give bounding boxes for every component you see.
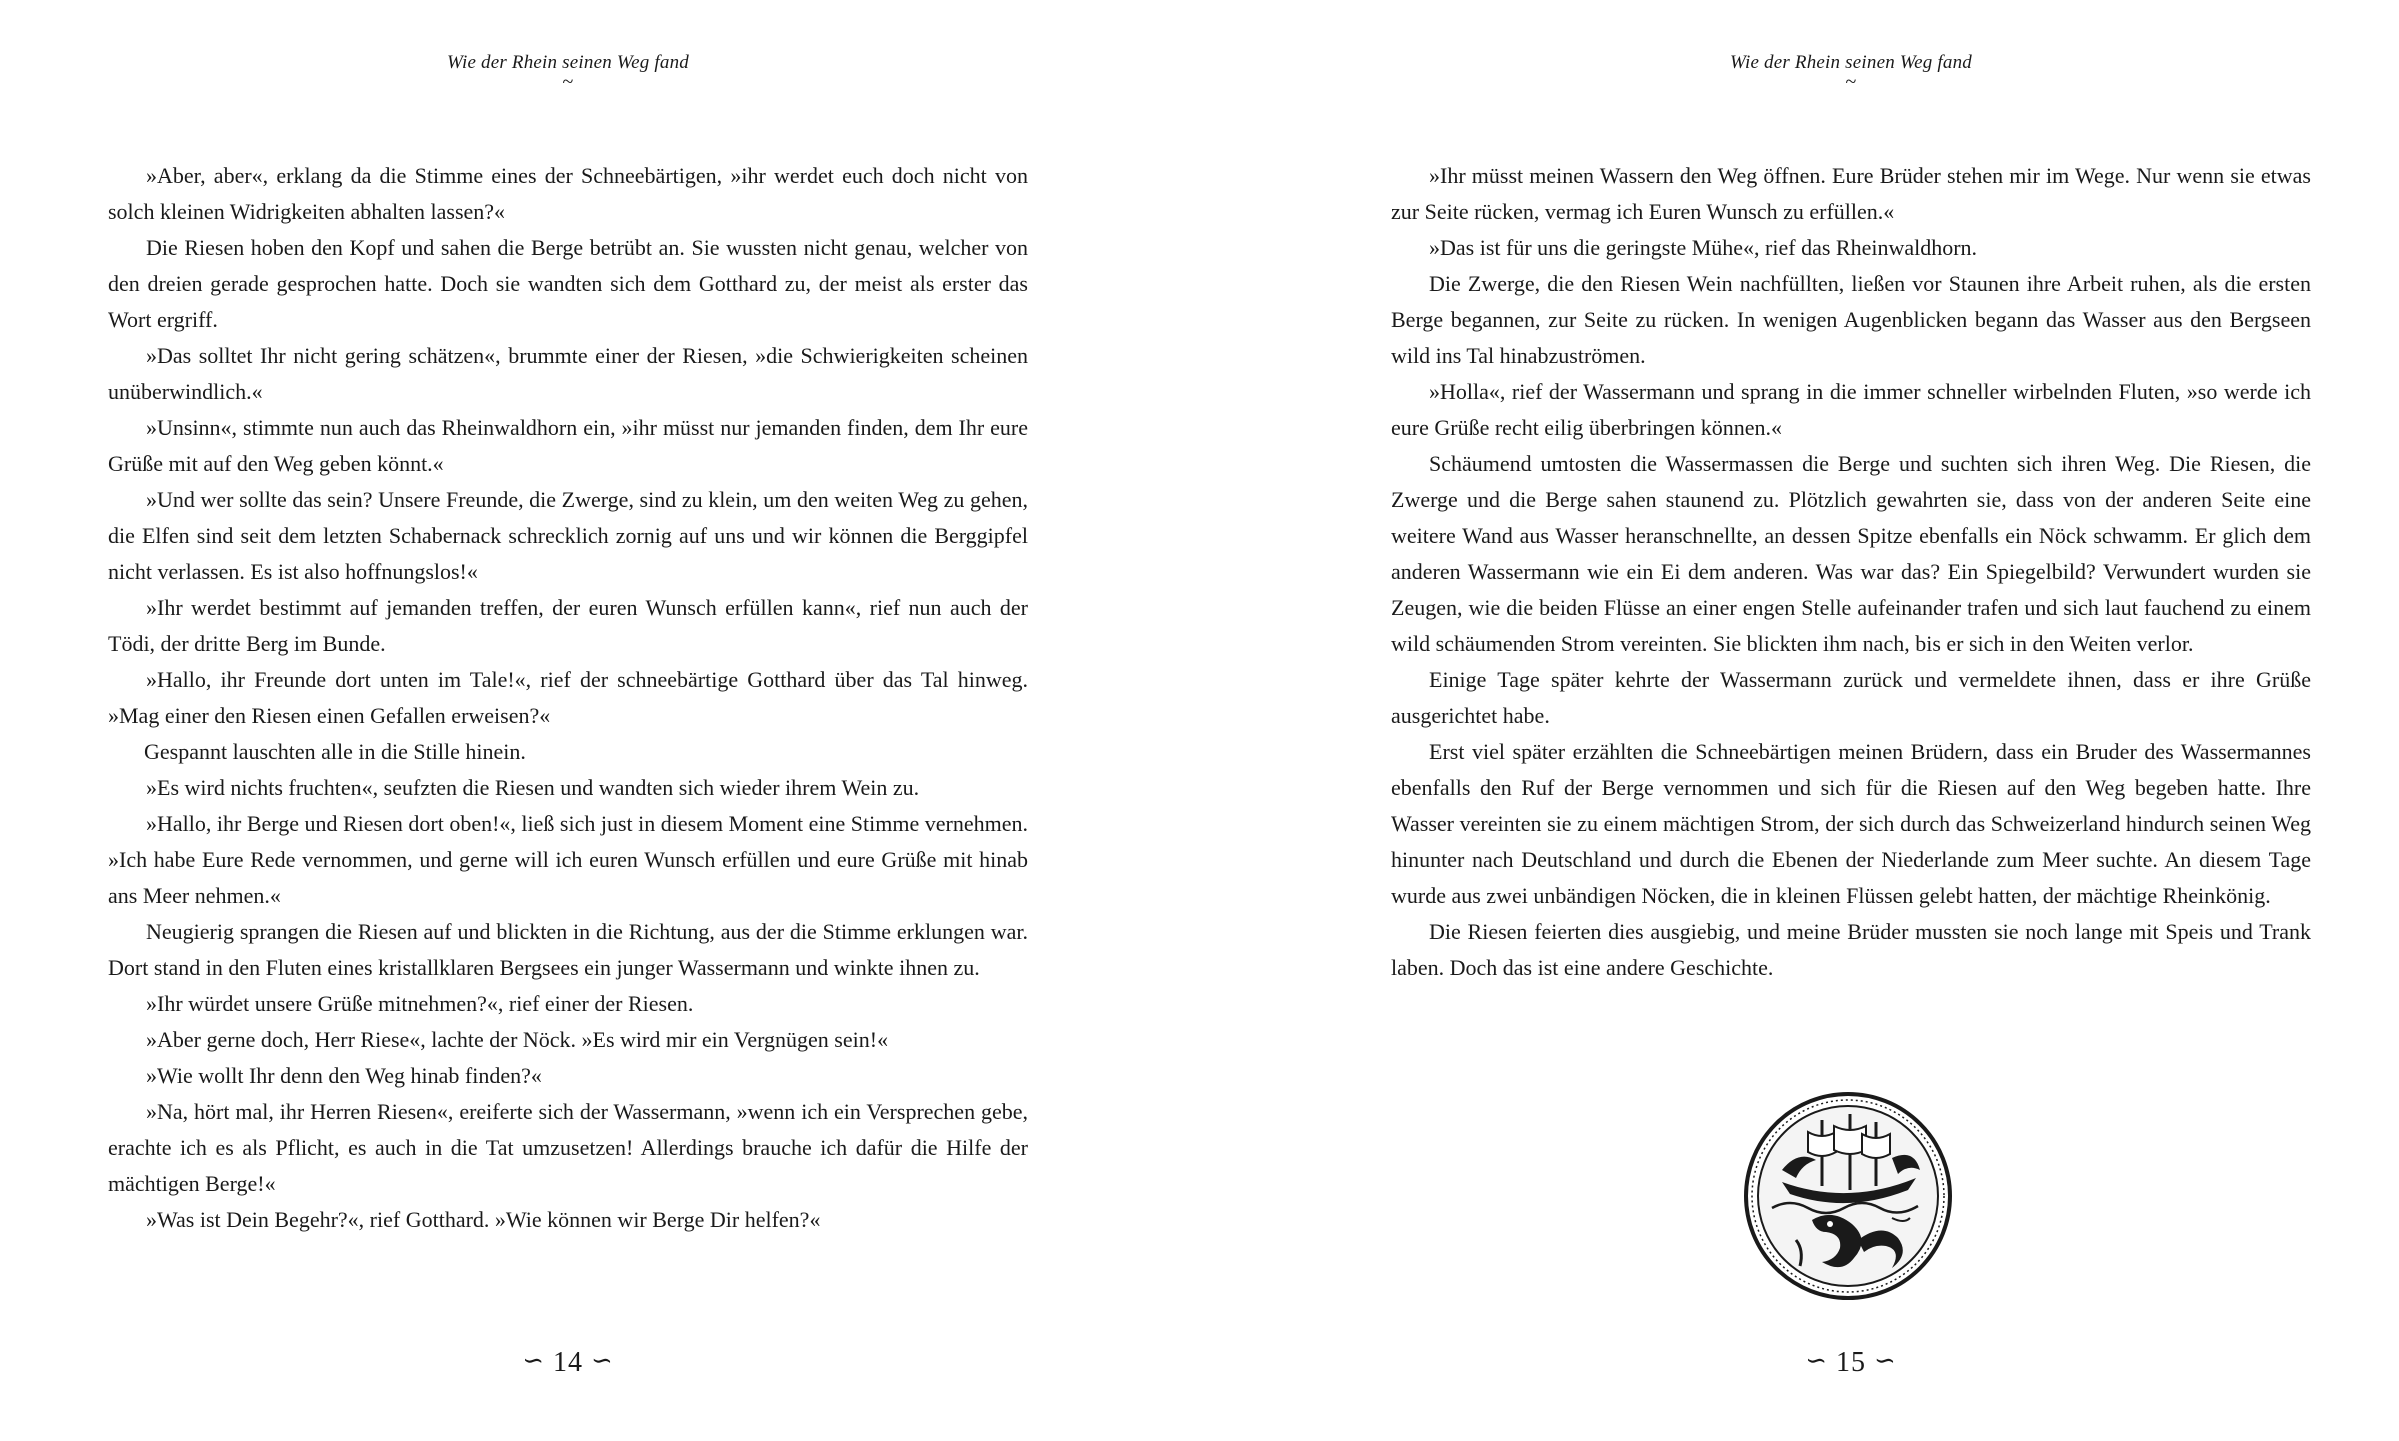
paragraph: Schäumend umtosten die Wassermassen die Berge und suchten sich ihren Weg. Die Riesen, die Zwerge und die Berge sahen staunend zu. Plötzlich gewahrten sie, dass von der anderen Seite eine weitere Wand aus Wasser heranschnellte, an dessen Spitze ebenfalls ein Nöck schwamm. Er glich dem anderen Wassermann wie ein Ei dem anderen. Was war das? Ein Spiegelbild? Verwundert wurden sie Zeugen, wie die beiden Flüsse an einer engen Stelle aufeinander trafen und sich laut fauchend zu einem wild schäumenden Strom vereinten. Sie blickten ihm nach, bis er sich in den Weiten verlor.	[1391, 451, 2311, 656]
paragraph: »Ihr würdet unsere Grüße mitnehmen?«, rief einer der Riesen.	[146, 991, 694, 1016]
paragraph: »Na, hört mal, ihr Herren Riesen«, ereiferte sich der Wassermann, »wenn ich ein Versprechen gebe, erachte ich es als Pflicht, es auch in die Tat umzusetzen! Allerdings brauche ich dafür die Hilfe der mächtigen Berge!«	[108, 1099, 1028, 1196]
running-head-swash: ~	[562, 71, 574, 93]
running-head	[108, 52, 1028, 93]
paragraph: »Aber, aber«, erklang da die Stimme eines der Schneebärtigen, »ihr werdet euch doch nicht von solch kleinen Widrigkeiten abhalten lassen?«	[108, 163, 1028, 224]
paragraph: »Und wer sollte das sein? Unsere Freunde, die Zwerge, sind zu klein, um den weiten Weg zu gehen, die Elfen sind seit dem letzten Schabernack schrecklich zornig auf uns und wir können die Berggipfel nicht verlassen. Es ist also hoffnungslos!«	[108, 487, 1028, 584]
folio-number: 14	[553, 1347, 583, 1378]
paragraph: »Aber gerne doch, Herr Riese«, lachte der Nöck. »Es wird mir ein Vergnügen sein!«	[146, 1027, 889, 1052]
paragraph: Die Zwerge, die den Riesen Wein nachfüllten, ließen vor Staunen ihre Arbeit ruhen, als die ersten Berge begannen, zur Seite zu rücken. In wenigen Augenblicken begann das Wasser aus den Bergseen wild ins Tal hinabzuströmen.	[1391, 271, 2311, 368]
folio-ornament-left: ∽	[522, 1346, 545, 1375]
page-number	[1391, 1346, 2311, 1379]
paragraph: »Hallo, ihr Berge und Riesen dort oben!«, ließ sich just in diesem Moment eine Stimme vernehmen. »Ich habe Eure Rede vernommen, und gerne will ich euren Wunsch erfüllen und eure Grüße mit hinab ans Meer nehmen.«	[108, 811, 1028, 908]
paragraph: »Das ist für uns die geringste Mühe«, rief das Rheinwaldhorn.	[1429, 235, 1978, 260]
folio-ornament-right: ∽	[591, 1346, 614, 1375]
paragraph: »Hallo, ihr Freunde dort unten im Tale!«, rief der schneebärtige Gotthard über das Tal hinweg. »Mag einer den Riesen einen Gefallen erweisen?«	[108, 667, 1028, 728]
running-head-title: Wie der Rhein seinen Weg fand	[446, 52, 690, 73]
paragraph: »Unsinn«, stimmte nun auch das Rheinwaldhorn ein, »ihr müsst nur jemanden finden, dem Ihr eure Grüße mit auf den Weg geben könnt.«	[108, 415, 1028, 476]
body-text	[108, 158, 1028, 1238]
paragraph: Neugierig sprangen die Riesen auf und blickten in die Richtung, aus der die Stimme erklungen war. Dort stand in den Fluten eines kristallklaren Bergsees ein junger Wassermann und winkte ihnen zu.	[108, 919, 1028, 980]
paragraph: »Das solltet Ihr nicht gering schätzen«, brummte einer der Riesen, »die Schwierigkeiten scheinen unüberwindlich.«	[108, 343, 1028, 404]
folio-number: 15	[1836, 1347, 1866, 1378]
paragraph: Einige Tage später kehrte der Wassermann zurück und vermeldete ihnen, dass er ihre Grüße ausgerichtet habe.	[1391, 667, 2311, 728]
running-head	[1391, 52, 2311, 93]
paragraph: »Holla«, rief der Wassermann und sprang in die immer schneller wirbelnden Fluten, »so werde ich eure Grüße recht eilig überbringen können.«	[1391, 379, 2311, 440]
paragraph: »Es wird nichts fruchten«, seufzten die Riesen und wandten sich wieder ihrem Wein zu.	[146, 775, 920, 800]
folio-ornament-right: ∽	[1874, 1346, 1897, 1375]
paragraph: »Wie wollt Ihr denn den Weg hinab finden?«	[146, 1063, 542, 1088]
paragraph: Die Riesen hoben den Kopf und sahen die Berge betrübt an. Sie wussten nicht genau, welcher von den dreien gerade gesprochen hatte. Doch sie wandten sich dem Gotthard zu, der meist als erster das Wort ergriff.	[108, 235, 1028, 332]
left-page	[108, 0, 1028, 1441]
paragraph: Erst viel später erzählten die Schneebärtigen meinen Brüdern, dass ein Bruder des Wassermannes ebenfalls den Ruf der Berge vernommen und sich für die Riesen auf den Weg begeben hatte. Ihre Wasser vereinten sie zu einem mächtigen Strom, der sich durch das Schweizerland hindurch seinen Weg hinunter nach Deutschland und durch die Ebenen der Niederlande zum Meer suchte. An diesem Tage wurde aus zwei unbändigen Nöcken, die in kleinen Flüssen gelebt hatten, der mächtige Rheinkönig.	[1391, 739, 2311, 908]
paragraph: »Ihr werdet bestimmt auf jemanden treffen, der euren Wunsch erfüllen kann«, rief nun auch der Tödi, der dritte Berg im Bunde.	[108, 595, 1028, 656]
folio-ornament-left: ∽	[1805, 1346, 1828, 1375]
ship-and-sea-creature-medallion-icon	[1742, 1090, 1954, 1302]
running-head-swash: ~	[1845, 71, 1857, 93]
paragraph: Gespannt lauschten alle in die Stille hinein.	[144, 739, 526, 764]
paragraph: »Ihr müsst meinen Wassern den Weg öffnen. Eure Brüder stehen mir im Wege. Nur wenn sie etwas zur Seite rücken, vermag ich Euren Wunsch zu erfüllen.«	[1391, 163, 2311, 224]
page-number	[108, 1346, 1028, 1379]
body-text	[1391, 158, 2311, 986]
paragraph: Die Riesen feierten dies ausgiebig, und meine Brüder mussten sie noch lange mit Speis und Trank laben. Doch das ist eine andere Geschichte.	[1391, 919, 2311, 980]
right-page	[1391, 0, 2311, 1441]
running-head-title: Wie der Rhein seinen Weg fand	[1729, 52, 1973, 73]
paragraph: »Was ist Dein Begehr?«, rief Gotthard. »Wie können wir Berge Dir helfen?«	[146, 1207, 821, 1232]
